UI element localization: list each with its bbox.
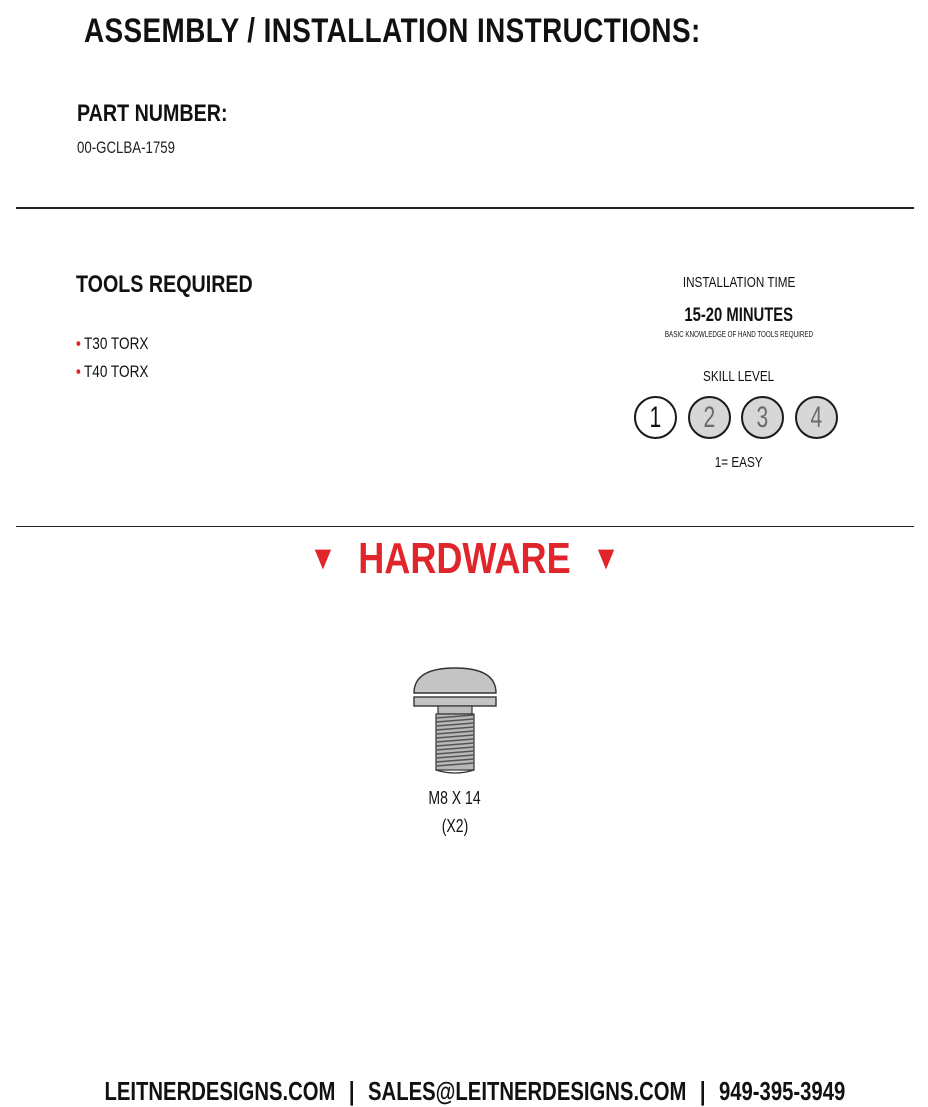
tool-label: T40 TORX xyxy=(83,362,149,381)
skill-level-1: 1 xyxy=(634,396,677,439)
installation-time-label: INSTALLATION TIME xyxy=(682,274,796,291)
tools-heading: TOOLS REQUIRED xyxy=(76,271,253,298)
footer-separator: | xyxy=(699,1076,706,1106)
hardware-item-label xyxy=(355,784,555,840)
skill-level-label: SKILL LEVEL xyxy=(703,368,775,385)
skill-level-scale xyxy=(634,396,844,444)
hardware-heading xyxy=(0,534,928,584)
installation-time-value: 15-20 MINUTES xyxy=(684,305,794,326)
tool-item xyxy=(76,334,148,362)
triangle-down-icon: ▼ xyxy=(591,539,620,577)
tool-label: T30 TORX xyxy=(83,334,149,353)
skill-level-2: 2 xyxy=(688,396,731,439)
divider-middle xyxy=(16,526,914,527)
part-number-label: PART NUMBER: xyxy=(77,100,228,127)
page-title: ASSEMBLY / INSTALLATION INSTRUCTIONS: xyxy=(84,12,701,50)
triangle-down-icon: ▼ xyxy=(308,539,337,577)
skill-level-3: 3 xyxy=(741,396,784,439)
bullet-icon: • xyxy=(76,334,81,353)
skill-level-note: 1= EASY xyxy=(715,454,763,471)
footer-email[interactable]: SALES@LEITNERDESIGNS.COM xyxy=(368,1076,687,1106)
footer-separator: | xyxy=(348,1076,355,1106)
divider-top xyxy=(16,207,914,209)
tools-list xyxy=(76,334,167,390)
bullet-icon: • xyxy=(76,362,81,381)
tool-item xyxy=(76,362,148,390)
hardware-title: HARDWARE xyxy=(357,534,571,583)
installation-note: BASIC KNOWLEDGE OF HAND TOOLS REQUIRED xyxy=(664,330,814,339)
hardware-size: M8 X 14 xyxy=(428,788,482,808)
bolt-icon xyxy=(410,664,500,776)
hardware-quantity: (X2) xyxy=(441,816,469,836)
part-number-value: 00-GCLBA-1759 xyxy=(77,138,176,157)
skill-level-4: 4 xyxy=(795,396,838,439)
footer-phone[interactable]: 949-395-3949 xyxy=(718,1076,846,1106)
footer-website[interactable]: LEITNERDESIGNS.COM xyxy=(104,1076,336,1106)
footer-contact xyxy=(0,1076,928,1107)
